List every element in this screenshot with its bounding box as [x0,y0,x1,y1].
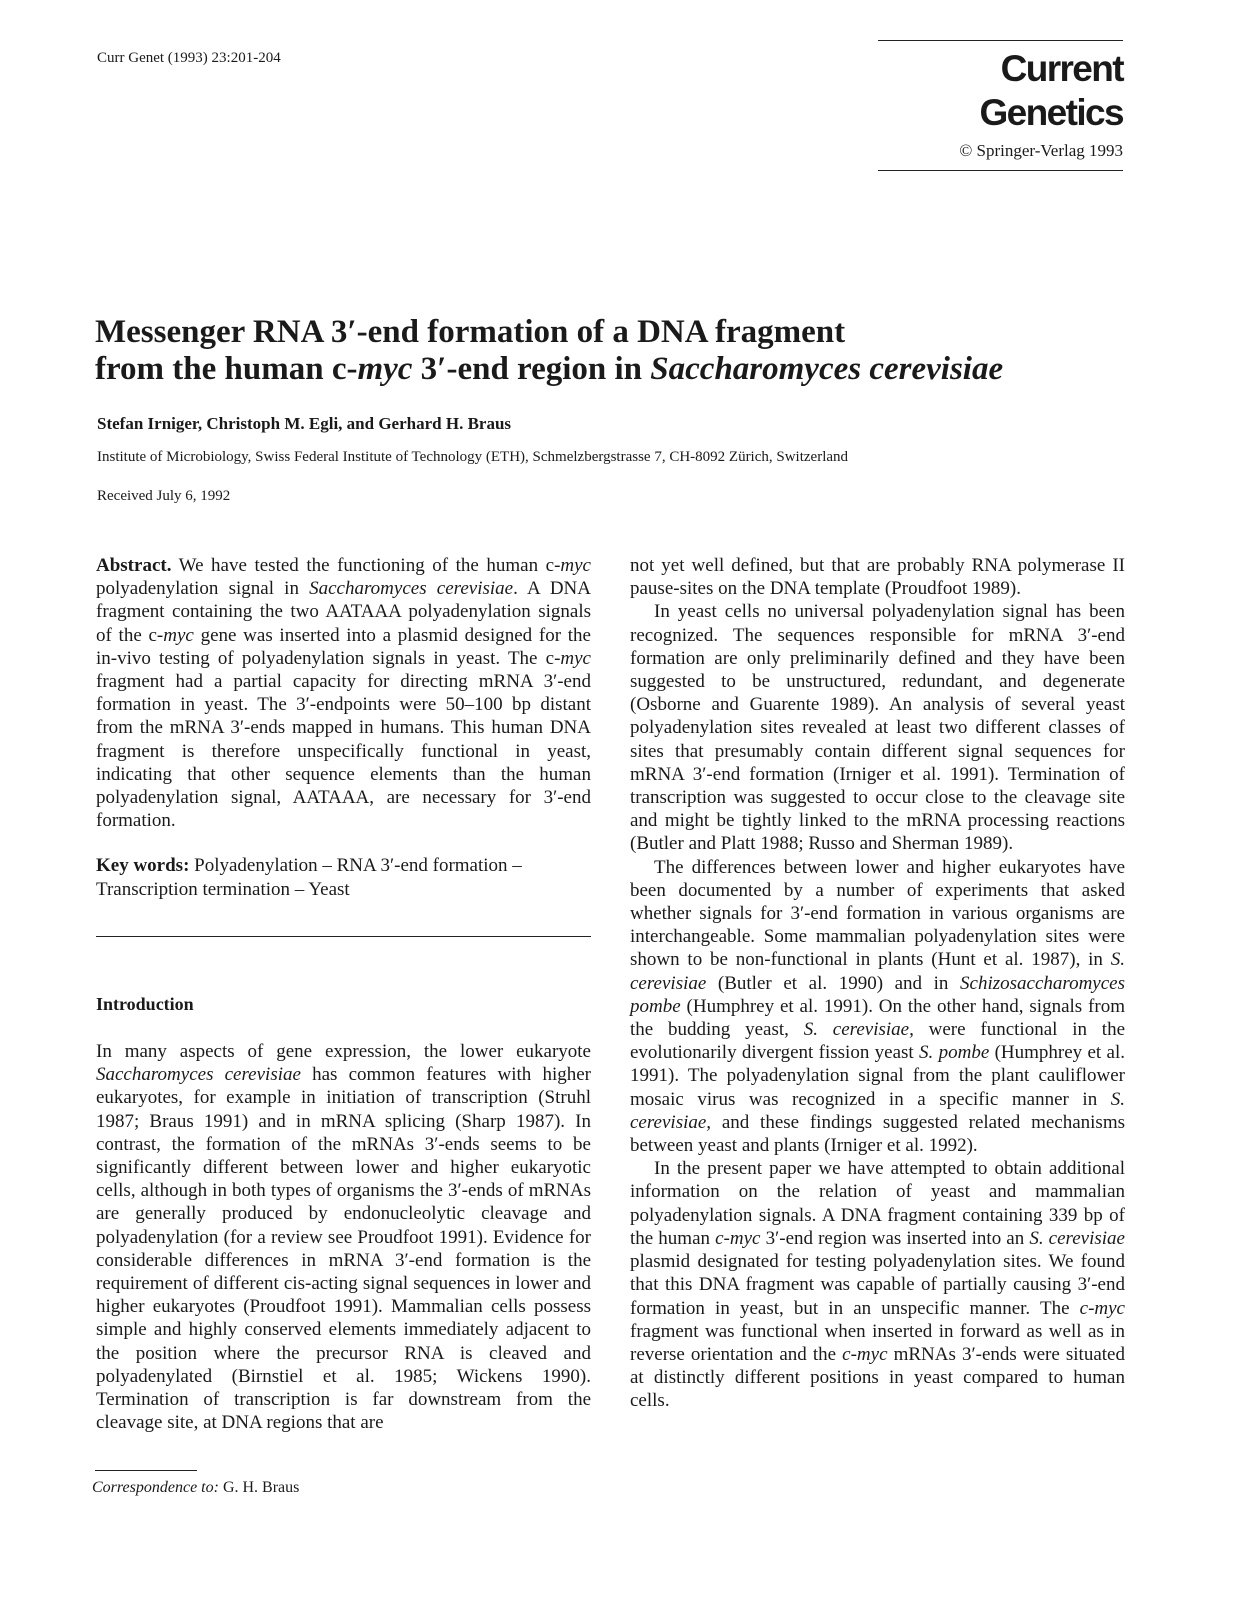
body-text: fragment was functional when inserted in forward as well as in reverse orientation and the [630,1320,1125,1365]
correspondence-footnote [92,1479,299,1497]
body-text: 3′-end region was inserted into an [760,1227,1030,1249]
body-italic: c-myc [842,1343,888,1365]
title-italic: myc [357,351,413,387]
affiliation: Institute of Microbiology, Swiss Federal Institute of Technology (ETH), Schmelzbergstrasse 7, CH-8092 Zürich, Switzerland [97,449,849,465]
body-italic: S. cerevisiae, [630,1088,1125,1133]
body-text: The differences between lower and higher eukaryotes have been documented by a number of experiments that asked whether signals for 3′-end formation in various organisms are interchangeable. Some mammalian polyadenylation sites were shown to be non-functional in plants (Hunt et al. 1987), in [630,856,1125,971]
intro-paragraph-1-cont [630,554,1125,600]
intro-paragraph-4 [630,1157,1125,1412]
introduction-heading: Introduction [96,994,194,1014]
body-text: In many aspects of gene expression, the lower eukaryote [96,1041,591,1062]
footnote-text: G. H. Braus [218,1479,300,1496]
abstract-divider [96,936,591,937]
body-text: (Humphrey et al. 1991). On the other hand, signals from the budding yeast, [630,995,1125,1041]
body-italic: S. cerevisiae [1029,1227,1125,1249]
body-text: were functional in the evolutionarily divergent fission yeast [630,1019,1126,1064]
journal-header [878,40,1123,171]
header-top-rule [878,40,1123,41]
intro-paragraph-1 [96,1040,591,1434]
abstract-label: Abstract. [96,555,172,576]
body-italic: c-myc [715,1227,761,1249]
keywords [96,854,591,900]
abstract-italic: myc [560,647,591,669]
body-text: has common features with higher eukaryotes, for example in initiation of transcription (Struhl 1987; Braus 1991) and in mRNA splicing (Sharp 1987). In contrast, the formation of the mRNAs 3′-ends seems to be significantly different between lower and higher eukaryotic cells, although in both types of organisms the 3′-ends of mRNAs are generally produced by endonucleolytic cleavage and polyadenylation (for a review see Proudfoot 1991). Evidence for considerable differences in mRNA 3′-end formation is the requirement of different cis-acting signal sequences in lower and higher eukaryotes (Proudfoot 1991). Mammalian cells possess simple and highly conserved elements immediately adjacent to the position where the precursor RNA is cleaved and polyadenylated (Birnstiel et al. 1985; Wickens 1990). Termination of transcription is far downstream from the cleavage site, at DNA regions that are [96,1064,591,1434]
introduction-text-right [630,554,1125,1413]
body-text: (Humphrey et al. 1991). The polyadenylation signal from the plant cauliflower mosaic virus was recognized in a specific manner in [630,1042,1125,1110]
body-italic: S. cerevisiae [630,949,1125,994]
abstract-italic: Saccharomyces cerevisiae [309,578,514,600]
footnote-label: Correspondence to: [92,1479,219,1496]
body-italic: Saccharomyces cerevisiae [96,1064,301,1086]
article-title [95,314,1155,388]
title-line-2 [95,351,1155,388]
abstract-text: fragment had a partial capacity for directing mRNA 3′-end formation in yeast. The 3′-endpoints were 50–100 bp distant from the mRNA 3′-ends mapped in humans. This human DNA fragment is therefore unspecifically functional in yeast, indicating that other sequence elements than the human polyadenylation signal, AATAAA, are necessary for 3′-end formation. [96,671,591,832]
abstract-column [96,554,591,901]
abstract [96,554,591,832]
body-italic: S. cerevisiae, [803,1019,914,1041]
abstract-text: gene was inserted into a plasmid designed for the in-vivo testing of polyadenylation signals in yeast. The c- [96,624,591,669]
title-italic: Saccharomyces cerevisiae [650,351,1004,387]
footnote-rule [95,1470,197,1471]
keywords-text: Polyadenylation – RNA 3′-end formation – Transcription termination – Yeast [96,855,522,900]
keywords-label: Key words: [96,855,190,877]
introduction-text-left [96,1040,591,1434]
intro-paragraph-2: In yeast cells no universal polyadenylation signal has been recognized. The sequences responsible for mRNA 3′-end formation are only preliminarily defined and they have been suggested to be unstructured, redundant, and degenerate (Osborne and Guarente 1989). An analysis of several yeast polyadenylation sites revealed at least two different classes of sites that presumably contain different signal sequences for mRNA 3′-end formation (Irniger et al. 1991). Termination of transcription was suggested to occur close to the cleavage site and might be tightly linked to the mRNA processing reactions (Butler and Platt 1988; Russo and Sherman 1989). [630,601,1125,855]
header-bottom-rule [878,170,1123,171]
abstract-text: polyadenylation signal in [96,578,310,600]
abstract-text: We have tested the functioning of the human c- [171,555,561,576]
copyright-notice: © Springer-Verlag 1993 [959,141,1123,160]
body-italic: c-myc [1079,1297,1125,1319]
authors: Stefan Irniger, Christoph M. Egli, and Gerhard H. Braus [97,414,512,433]
body-text: plasmid designated for testing polyadenylation sites. We found that this DNA fragment was capable of partially causing 3′-end formation in yeast, but in an unspecific manner. The [630,1251,1125,1319]
body-text: not yet well defined, but that are probably RNA polymerase II pause-sites on the DNA template (Proudfoot 1989). [630,555,1125,600]
title-text: 3′-end region in [412,351,651,387]
title-text: from the human c- [95,351,358,387]
abstract-italic: myc [560,555,591,576]
received-date: Received July 6, 1992 [97,488,231,504]
journal-name: Current Genetics [979,48,1123,133]
intro-paragraph-3 [630,856,1125,1158]
journal-citation: Curr Genet (1993) 23:201-204 [97,50,281,66]
body-text: (Butler et al. 1990) and in [706,972,961,994]
body-text: In the present paper we have attempted to obtain additional information on the relation of yeast and mammalian polyadenylation signals. A DNA fragment containing 339 bp of the human [630,1158,1125,1249]
body-text: and these findings suggested related mechanisms between yeast and plants (Irniger et al. 1992). [630,1111,1125,1157]
body-italic: S. pombe [919,1042,990,1064]
abstract-italic: myc [163,624,194,646]
body-italic: Schizosaccharomyces pombe [630,972,1125,1017]
abstract-text: . A DNA fragment containing the two AATAAA polyadenylation signals of the c- [96,578,591,646]
title-line-1: Messenger RNA 3′-end formation of a DNA fragment [95,314,846,350]
body-text: mRNAs 3′-ends were situated at distinctly different positions in yeast compared to human cells. [630,1343,1125,1412]
